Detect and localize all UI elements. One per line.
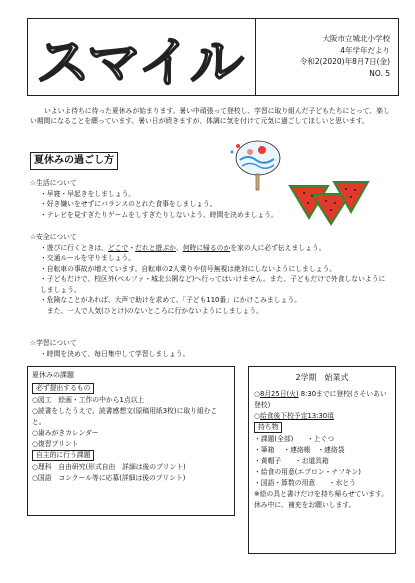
life-item: ・好き嫌いをせずにバランスのとれた食事をしましょう。 xyxy=(40,200,217,209)
safety-item-sep: ・ xyxy=(128,243,136,252)
safety-item: また、一人で人気(ひとけ)のないところに行かないようにしましょう。 xyxy=(40,306,263,315)
homework-item: ○読書をしたうえで、読書感想文(原稿用紙3枚)に取り組むこと。 xyxy=(32,406,218,426)
issue-date: 令和2(2020)年8月7日(金) xyxy=(299,57,390,67)
homework-title: 夏休みの課題 xyxy=(32,371,74,379)
belongings-item: ・国語・算数の用意 ・水とう xyxy=(254,478,356,487)
must-submit-label: 必ず提出するもの xyxy=(32,383,94,394)
svg-text:スマイル: スマイル xyxy=(36,31,242,91)
safety-item-when: 何時に帰るのか xyxy=(182,243,231,252)
safety-item-who: だれと遊ぶか xyxy=(135,243,176,252)
homework-item: ○図工 絵画・工作の中から1点以上 xyxy=(32,396,145,405)
intro-paragraph: いよいよ待ちに待った夏休みが始まります。暑い中頑張って登校し、学習に取り組んだ子どもたちにとって、楽しい期間になることを願っています。暑い日が続きますが、体調に気を付けて元気に過ごしてほしいと思います。 xyxy=(30,107,390,126)
life-section xyxy=(30,178,290,220)
safety-item-text: ・遊びに行くときは、 xyxy=(40,243,108,252)
life-item: ・テレビを見すぎたりゲームをしすぎたりしないよう、時間を決めましょう。 xyxy=(40,210,278,219)
issue-number: NO. 5 xyxy=(369,68,390,78)
study-section xyxy=(30,338,390,359)
life-heading: ☆生活について xyxy=(30,179,77,187)
belongings-item: ・筆箱 ・連絡帳 ・連絡袋 xyxy=(254,446,345,455)
term-start-box xyxy=(248,366,396,554)
newsletter-title xyxy=(34,25,248,91)
safety-item xyxy=(30,243,390,254)
term-dismissal-line: ○給食後下校予定13:30頃 xyxy=(254,411,334,420)
study-item: ・時間を決めて、毎日集中して学習しましょう。 xyxy=(40,349,190,358)
safety-item: ・交通ルールを守りましょう。 xyxy=(40,254,136,263)
safety-item: ・自転車の事故が増えています。自転車の2人乗りや信号無視は絶対にしないようにしましょう。 xyxy=(40,264,337,273)
safety-item-text: を家の人に必ず伝えましょう。 xyxy=(230,243,326,252)
term-dismissal: 給食後下校予定13:30頃 xyxy=(259,411,334,420)
belongings-item: ・給食の用意(エプロン・ナフキン) xyxy=(254,467,361,476)
school-name: 大阪市立城北小学校 xyxy=(322,34,390,43)
safety-item: ・子どもだけで、校区外(ベルファ・城北公園など)へ行ってはいけません。また、子どもだけで外食しないようにしましょう。 xyxy=(40,275,386,294)
safety-heading: ☆安全について xyxy=(30,233,77,241)
safety-item-sep: 、 xyxy=(175,243,183,252)
term-date-rest: 8:30までに登校(さそいあい登校) xyxy=(254,389,387,409)
safety-section xyxy=(30,232,390,316)
belongings-item: ・課題(全部) ・上ぐつ xyxy=(254,435,335,444)
watermelon-icon xyxy=(288,178,370,226)
section-title: 夏休みの過ごし方 xyxy=(30,152,118,170)
grade-label: 4年学年だより xyxy=(340,45,390,55)
term-title: 2学期 始業式 xyxy=(295,373,349,382)
safety-item: ・危険なことがあれば、大声で助けを求めて、「子ども110番」にかけこみましょう。 xyxy=(40,296,301,305)
life-item: ・早寝・早起きをしましょう。 xyxy=(40,189,136,198)
optional-label: 自主的に行う課題 xyxy=(32,450,94,461)
title-area xyxy=(28,19,256,95)
belongings-note: ※絵の具と書けだけを持ち帰らせています。休み中に、補充をお願いします。 xyxy=(254,489,389,509)
safety-item-where: どこで xyxy=(107,243,129,252)
newsletter-header xyxy=(27,18,399,96)
term-date-line: ○8月25日(火) 8:30までに登校(さそいあい登校) xyxy=(254,389,387,409)
term-date: 8月25日(火) xyxy=(259,389,299,398)
homework-item: ○復習プリント xyxy=(32,439,79,448)
belongings-item: ・黄帽子 ・お道具箱 xyxy=(254,457,329,465)
homework-item: ○理科 自由研究(形式自由 詳細は後のプリント) xyxy=(32,463,186,472)
issue-meta xyxy=(300,33,390,80)
homework-item: ○歯みがきカレンダー xyxy=(32,428,99,437)
homework-box xyxy=(27,366,235,516)
belongings-label: 持ち物 xyxy=(254,422,282,433)
homework-item: ○国語 コンクール等に応募(詳細は後のプリント) xyxy=(32,474,186,483)
study-heading: ☆学習について xyxy=(30,339,77,347)
